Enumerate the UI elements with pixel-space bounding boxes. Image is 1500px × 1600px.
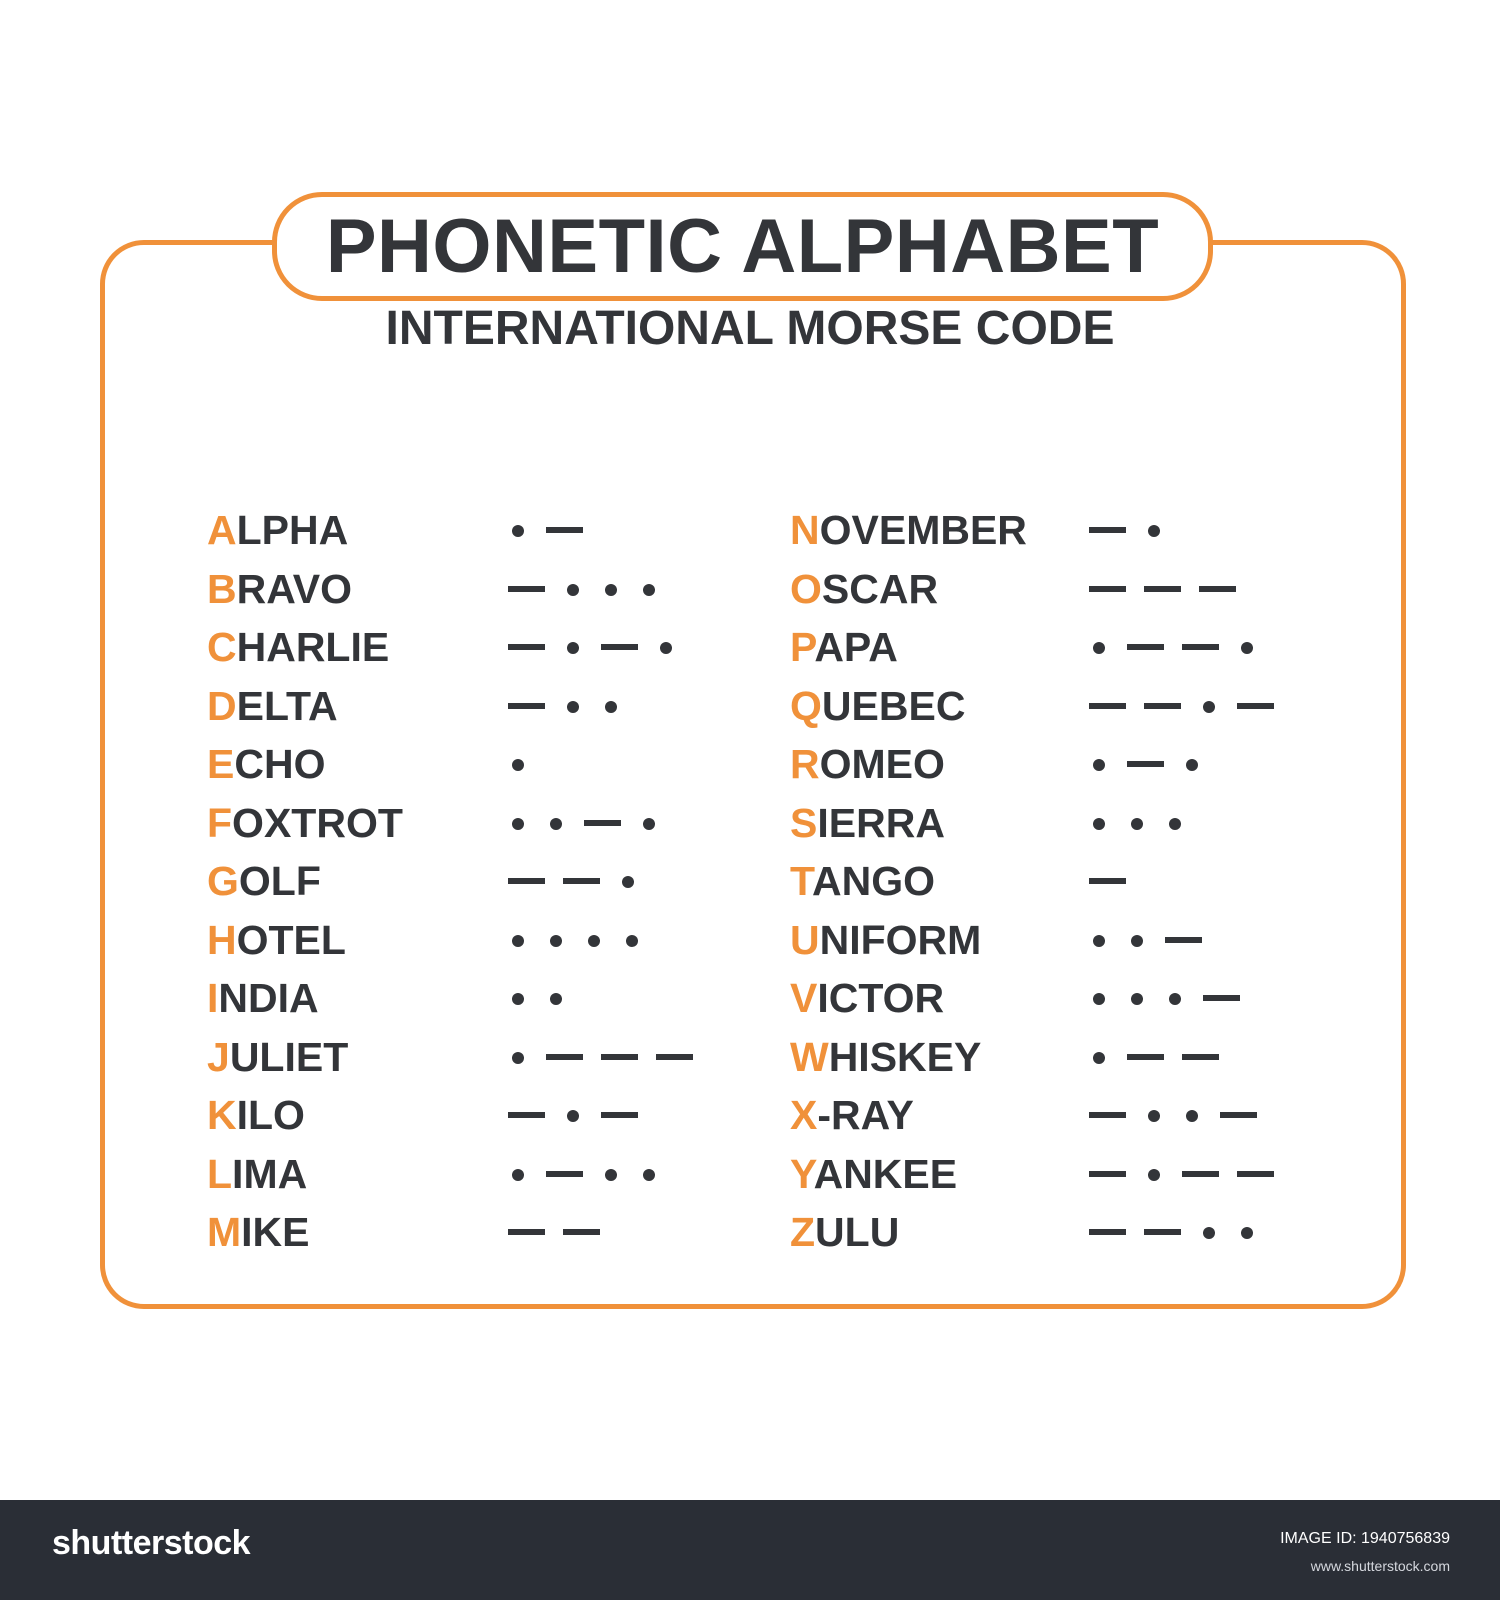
alphabet-entry — [790, 622, 1310, 672]
morse-dot — [1131, 993, 1143, 1005]
morse-dot — [512, 759, 524, 771]
code-word-rest: APA — [814, 624, 898, 670]
morse-dash — [508, 1112, 545, 1118]
morse-dot — [1203, 701, 1215, 713]
code-word — [207, 739, 325, 789]
code-word-initial: Y — [790, 1151, 814, 1197]
page-subtitle: INTERNATIONAL MORSE CODE — [385, 302, 1115, 355]
code-word-rest: NDIA — [218, 975, 319, 1021]
alphabet-entry — [207, 1090, 747, 1140]
alphabet-entry — [207, 856, 747, 906]
morse-dot — [622, 876, 634, 888]
morse-dot — [567, 642, 579, 654]
code-word-initial: H — [207, 917, 237, 963]
code-word-initial: U — [790, 917, 820, 963]
code-word-initial: G — [207, 858, 239, 904]
morse-dot — [1169, 818, 1181, 830]
code-word — [790, 1207, 899, 1257]
morse-dot — [512, 525, 524, 537]
code-word-initial: X — [790, 1092, 818, 1138]
code-word — [207, 856, 321, 906]
code-word-rest: HARLIE — [236, 624, 390, 670]
morse-dash — [601, 644, 638, 650]
code-word — [790, 1149, 957, 1199]
morse-dash — [656, 1054, 693, 1060]
morse-dot — [626, 935, 638, 947]
alphabet-entry — [207, 973, 747, 1023]
morse-dash — [1089, 1171, 1126, 1177]
morse-dash — [508, 586, 545, 592]
morse-dash — [563, 1229, 600, 1235]
code-word-rest: HISKEY — [828, 1034, 982, 1080]
morse-dot — [1131, 935, 1143, 947]
morse-dash — [1237, 1171, 1274, 1177]
alphabet-entry — [790, 564, 1310, 614]
morse-dash — [1089, 703, 1126, 709]
code-word — [207, 798, 403, 848]
morse-dash — [1199, 586, 1236, 592]
image-id: IMAGE ID: 1940756839 — [1280, 1530, 1450, 1547]
code-word-initial: T — [790, 858, 813, 904]
morse-dot — [605, 1169, 617, 1181]
alphabet-entry — [790, 1149, 1310, 1199]
code-word-initial: B — [207, 566, 237, 612]
morse-dash — [546, 527, 583, 533]
morse-dash — [508, 878, 545, 884]
morse-dash — [1182, 1171, 1219, 1177]
code-word-initial: L — [207, 1151, 233, 1197]
alphabet-entry — [207, 1207, 747, 1257]
morse-dot — [1186, 1110, 1198, 1122]
morse-dot — [1241, 1227, 1253, 1239]
morse-dash — [1144, 1229, 1181, 1235]
alphabet-entry — [207, 564, 747, 614]
code-word-initial: Q — [790, 683, 822, 729]
code-word-rest: IKE — [241, 1209, 310, 1255]
code-word — [207, 915, 346, 965]
code-word-rest: ULU — [815, 1209, 900, 1255]
code-word-initial: R — [790, 741, 820, 787]
alphabet-entry — [790, 798, 1310, 848]
code-word — [207, 1207, 310, 1257]
morse-dot — [550, 818, 562, 830]
morse-dash — [508, 644, 545, 650]
code-word-rest: ICTOR — [817, 975, 945, 1021]
morse-dot — [550, 993, 562, 1005]
morse-dash — [584, 820, 621, 826]
morse-dash — [1220, 1112, 1257, 1118]
alphabet-entry — [790, 681, 1310, 731]
morse-dash — [601, 1112, 638, 1118]
morse-dot — [1093, 1052, 1105, 1064]
morse-dot — [588, 935, 600, 947]
code-word — [790, 798, 945, 848]
morse-dot — [1169, 993, 1181, 1005]
code-word-initial: P — [790, 624, 815, 670]
code-word — [790, 915, 981, 965]
alphabet-entry — [790, 973, 1310, 1023]
code-word-rest: NIFORM — [819, 917, 982, 963]
title-banner — [272, 192, 1213, 301]
morse-dot — [1093, 935, 1105, 947]
morse-dash — [1089, 527, 1126, 533]
morse-dash — [1165, 937, 1202, 943]
alphabet-entry — [207, 915, 747, 965]
code-word-initial: C — [207, 624, 237, 670]
morse-dot — [512, 993, 524, 1005]
code-word-rest: IERRA — [817, 800, 945, 846]
morse-dot — [643, 1169, 655, 1181]
morse-dash — [1127, 644, 1164, 650]
code-word-rest: -RAY — [817, 1092, 914, 1138]
code-word — [790, 1090, 914, 1140]
code-word-rest: ILO — [236, 1092, 305, 1138]
code-word-initial: F — [207, 800, 233, 846]
morse-dot — [567, 584, 579, 596]
code-word — [790, 564, 938, 614]
code-word-rest: OLF — [238, 858, 321, 904]
code-word-rest: SCAR — [821, 566, 939, 612]
alphabet-entry — [207, 681, 747, 731]
morse-dash — [546, 1171, 583, 1177]
morse-dot — [1148, 1110, 1160, 1122]
code-word-rest: LPHA — [236, 507, 349, 553]
code-word-initial: O — [790, 566, 822, 612]
code-word-initial: N — [790, 507, 820, 553]
alphabet-entry — [207, 505, 747, 555]
morse-dot — [512, 935, 524, 947]
morse-dot — [1093, 642, 1105, 654]
alphabet-entry — [790, 856, 1310, 906]
morse-dot — [1093, 759, 1105, 771]
code-word — [790, 856, 935, 906]
code-word-initial: E — [207, 741, 235, 787]
code-word-initial: M — [207, 1209, 242, 1255]
morse-dash — [1144, 703, 1181, 709]
code-word-initial: D — [207, 683, 237, 729]
code-word — [790, 973, 944, 1023]
alphabet-entry — [207, 1149, 747, 1199]
code-word-rest: OXTROT — [232, 800, 403, 846]
code-word-initial: Z — [790, 1209, 816, 1255]
alphabet-entry — [790, 915, 1310, 965]
code-word — [207, 1032, 348, 1082]
brand-logo: shutterstock — [52, 1524, 251, 1562]
code-word — [207, 564, 352, 614]
morse-dot — [1131, 818, 1143, 830]
code-word-initial: I — [207, 975, 219, 1021]
code-word — [790, 505, 1027, 555]
code-word — [207, 681, 338, 731]
morse-dot — [643, 818, 655, 830]
code-word — [207, 1090, 305, 1140]
morse-dash — [1144, 586, 1181, 592]
code-word-initial: V — [790, 975, 818, 1021]
alphabet-entry — [207, 1032, 747, 1082]
morse-dash — [1237, 703, 1274, 709]
code-word-initial: K — [207, 1092, 237, 1138]
code-word-rest: IMA — [232, 1151, 308, 1197]
alphabet-entry — [790, 505, 1310, 555]
page-title: PHONETIC ALPHABET — [325, 204, 1160, 289]
alphabet-entry — [790, 739, 1310, 789]
morse-dot — [605, 584, 617, 596]
alphabet-entry — [790, 1090, 1310, 1140]
morse-dash — [1182, 1054, 1219, 1060]
morse-dot — [567, 1110, 579, 1122]
morse-dash — [1089, 878, 1126, 884]
alphabet-entry — [207, 798, 747, 848]
code-word — [207, 505, 348, 555]
code-word-initial: S — [790, 800, 818, 846]
morse-dot — [550, 935, 562, 947]
morse-dot — [1093, 993, 1105, 1005]
morse-dash — [1089, 1229, 1126, 1235]
morse-dot — [512, 1169, 524, 1181]
morse-dash — [1203, 995, 1240, 1001]
code-word-rest: ULIET — [229, 1034, 349, 1080]
code-word-rest: ELTA — [236, 683, 338, 729]
alphabet-entry — [790, 1032, 1310, 1082]
morse-dash — [1089, 586, 1126, 592]
code-word-rest: ANGO — [812, 858, 936, 904]
morse-dash — [1089, 1112, 1126, 1118]
code-word-rest: OTEL — [236, 917, 346, 963]
morse-dot — [1093, 818, 1105, 830]
code-word-rest: ANKEE — [813, 1151, 958, 1197]
code-word — [207, 622, 389, 672]
morse-dot — [512, 1052, 524, 1064]
footer-bar — [0, 1500, 1500, 1600]
morse-dash — [563, 878, 600, 884]
morse-dot — [1203, 1227, 1215, 1239]
morse-dot — [605, 701, 617, 713]
morse-dot — [660, 642, 672, 654]
morse-dash — [1127, 761, 1164, 767]
code-word — [207, 973, 319, 1023]
morse-dot — [1148, 525, 1160, 537]
site-url: www.shutterstock.com — [1310, 1558, 1450, 1574]
code-word — [207, 1149, 307, 1199]
morse-dash — [1127, 1054, 1164, 1060]
morse-dash — [601, 1054, 638, 1060]
alphabet-entry — [207, 622, 747, 672]
code-word — [790, 739, 945, 789]
morse-dot — [512, 818, 524, 830]
code-word — [790, 1032, 981, 1082]
morse-dot — [643, 584, 655, 596]
code-word-rest: CHO — [234, 741, 326, 787]
code-word-rest: UEBEC — [821, 683, 966, 729]
code-word-initial: A — [207, 507, 237, 553]
morse-dash — [508, 703, 545, 709]
morse-dash — [508, 1229, 545, 1235]
code-word-rest: RAVO — [236, 566, 353, 612]
code-word — [790, 681, 965, 731]
morse-dash — [1182, 644, 1219, 650]
morse-dot — [1148, 1169, 1160, 1181]
code-word-initial: W — [790, 1034, 829, 1080]
code-word — [790, 622, 898, 672]
morse-dot — [1186, 759, 1198, 771]
code-word-initial: J — [207, 1034, 230, 1080]
morse-dot — [1241, 642, 1253, 654]
alphabet-entry — [207, 739, 747, 789]
code-word-rest: OMEO — [819, 741, 945, 787]
alphabet-entry — [790, 1207, 1310, 1257]
code-word-rest: OVEMBER — [819, 507, 1027, 553]
morse-dot — [567, 701, 579, 713]
morse-dash — [546, 1054, 583, 1060]
